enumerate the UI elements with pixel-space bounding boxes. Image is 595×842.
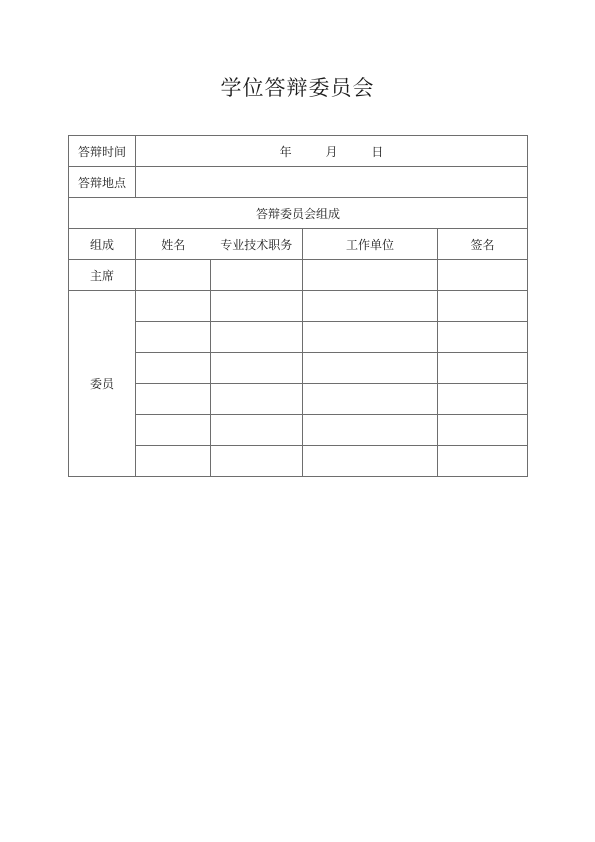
member-unit-cell[interactable] xyxy=(303,446,438,477)
member-row xyxy=(69,353,528,384)
member-unit-cell[interactable] xyxy=(303,291,438,322)
column-header-title: 专业技术职务 xyxy=(220,237,293,252)
member-row xyxy=(69,384,528,415)
member-title-cell[interactable] xyxy=(211,291,303,322)
page-title: 学位答辩委员会 xyxy=(220,76,375,100)
defense-location-label: 答辩地点 xyxy=(69,167,136,198)
member-name-cell[interactable] xyxy=(136,446,211,477)
member-row xyxy=(69,415,528,446)
defense-location-row xyxy=(69,167,528,198)
member-title-cell[interactable] xyxy=(211,384,303,415)
column-header-name: 姓名 xyxy=(161,237,186,252)
composition-header-row xyxy=(69,198,528,229)
chair-label: 主席 xyxy=(69,260,136,291)
member-title-cell[interactable] xyxy=(211,353,303,384)
column-header-unit: 工作单位 xyxy=(303,229,438,260)
member-title-cell[interactable] xyxy=(211,446,303,477)
date-day-label: 日 xyxy=(371,144,384,159)
date-year-label: 年 xyxy=(279,144,292,159)
member-signature-cell[interactable] xyxy=(438,353,528,384)
member-title-cell[interactable] xyxy=(211,322,303,353)
member-unit-cell[interactable] xyxy=(303,384,438,415)
member-row xyxy=(69,322,528,353)
member-name-cell[interactable] xyxy=(136,322,211,353)
member-row xyxy=(69,446,528,477)
member-signature-cell[interactable] xyxy=(438,322,528,353)
member-unit-cell[interactable] xyxy=(303,353,438,384)
chair-title-cell[interactable] xyxy=(211,260,303,291)
member-signature-cell[interactable] xyxy=(438,384,528,415)
member-signature-cell[interactable] xyxy=(438,415,528,446)
column-header-signature: 签名 xyxy=(438,229,528,260)
defense-date-field[interactable] xyxy=(136,136,528,167)
member-unit-cell[interactable] xyxy=(303,322,438,353)
members-label: 委员 xyxy=(69,291,136,477)
defense-committee-table xyxy=(68,135,528,477)
member-unit-cell[interactable] xyxy=(303,415,438,446)
composition-header: 答辩委员会组成 xyxy=(69,198,528,229)
defense-time-row xyxy=(69,136,528,167)
member-name-cell[interactable] xyxy=(136,415,211,446)
defense-time-label: 答辩时间 xyxy=(69,136,136,167)
chair-unit-cell[interactable] xyxy=(303,260,438,291)
chair-row xyxy=(69,260,528,291)
column-header-group: 组成 xyxy=(69,229,136,260)
member-title-cell[interactable] xyxy=(211,415,303,446)
member-signature-cell[interactable] xyxy=(438,291,528,322)
column-header-row xyxy=(69,229,528,260)
defense-location-field[interactable] xyxy=(136,167,528,198)
member-name-cell[interactable] xyxy=(136,291,211,322)
chair-name-cell[interactable] xyxy=(136,260,211,291)
date-month-label: 月 xyxy=(325,144,338,159)
member-name-cell[interactable] xyxy=(136,384,211,415)
chair-signature-cell[interactable] xyxy=(438,260,528,291)
member-signature-cell[interactable] xyxy=(438,446,528,477)
member-row xyxy=(69,291,528,322)
column-header-name-title xyxy=(136,229,303,260)
member-name-cell[interactable] xyxy=(136,353,211,384)
